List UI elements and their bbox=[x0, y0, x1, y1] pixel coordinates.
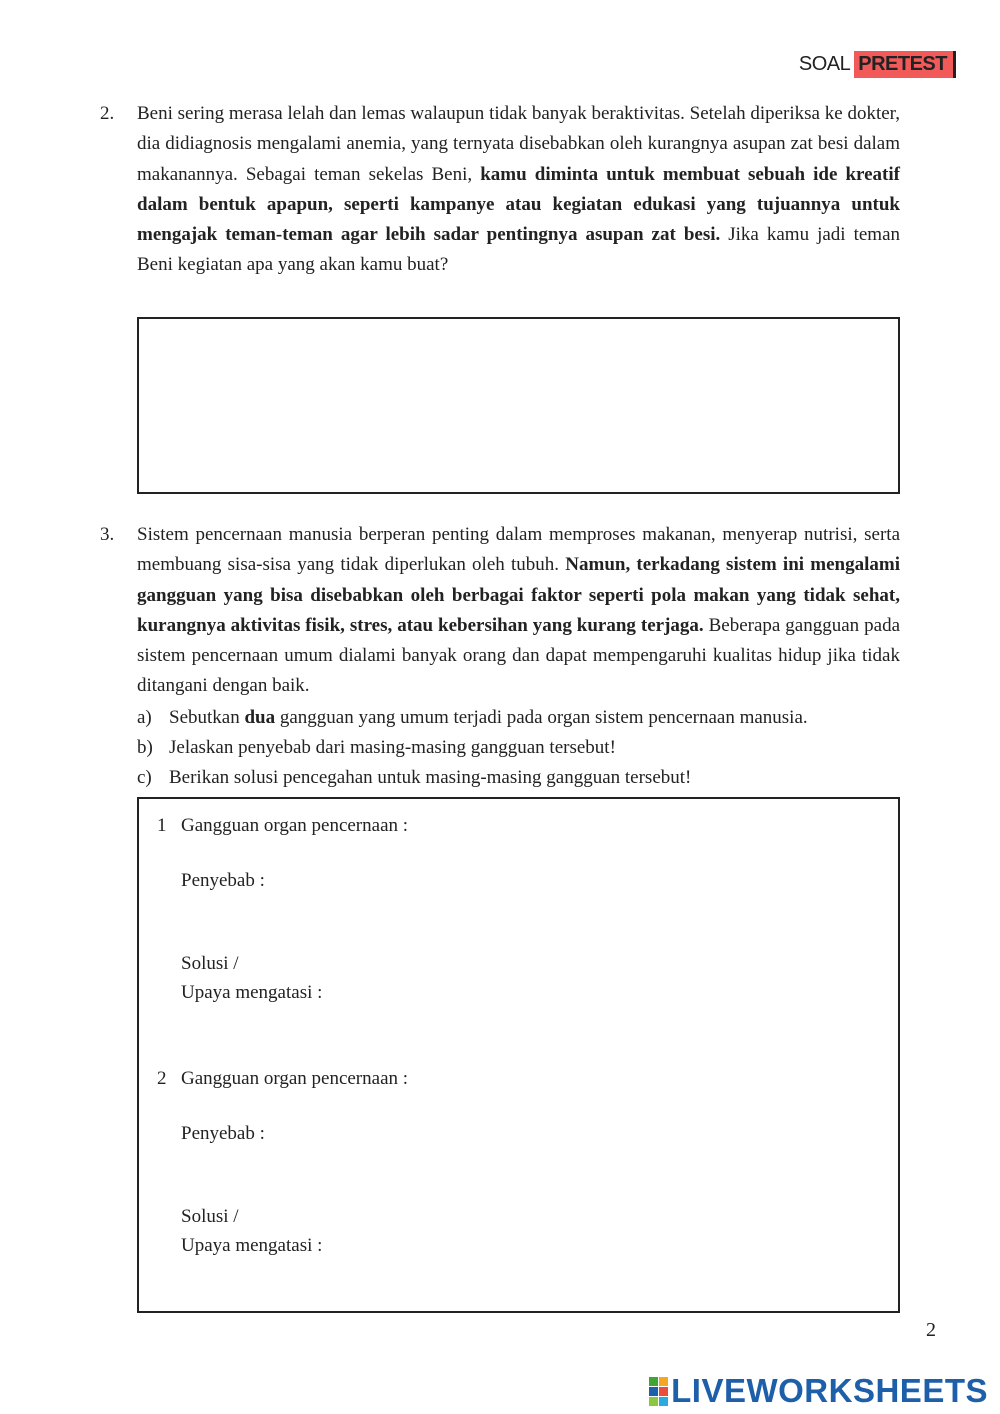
question-3-text-emphasis: Namun, terkadang sistem ini mengalami gangguan yang bisa disebabkan oleh berbagai faktor seperti pola makan yang tidak sehat, kurangnya aktivitas fisik, stres, atau kebersihan yang kurang terjaga. bbox=[137, 554, 900, 636]
entry-2-gangguan-label[interactable]: Gangguan organ pencernaan : bbox=[181, 1068, 409, 1089]
entry-1-number: 1 bbox=[157, 815, 167, 836]
liveworksheets-brand[interactable] bbox=[649, 1372, 988, 1410]
question-2-text-emphasis: kamu diminta untuk membuat sebuah ide kreatif dalam bentuk apapun, seperti kampanye atau kegiatan edukasi yang tujuannya untuk mengajak teman-teman agar lebih sadar pentingnya asupan zat besi. bbox=[137, 163, 900, 246]
header-pretest-badge: PRETEST bbox=[854, 51, 956, 78]
logo-square-6 bbox=[659, 1397, 668, 1406]
liveworksheets-wordmark: LIVEWORKSHEETS bbox=[671, 1372, 988, 1409]
question-3-sub-b bbox=[137, 733, 616, 763]
question-3-text-closing: Beberapa gangguan pada sistem pencernaan umum dialami banyak orang dan dapat mempengaruhi kualitas hidup jika tidak ditangani dengan baik. bbox=[137, 614, 901, 697]
question-3 bbox=[100, 520, 900, 702]
entry-1-upaya-label[interactable]: Upaya mengatasi : bbox=[181, 982, 323, 1003]
question-2-text-ask: Jika kamu jadi teman Beni kegiatan apa yang akan kamu buat? bbox=[137, 224, 900, 276]
entry-1-penyebab-label[interactable]: Penyebab : bbox=[181, 870, 265, 891]
sub-c-text: Berikan solusi pencegahan untuk masing-masing gangguan tersebut! bbox=[169, 767, 692, 788]
question-3-number: 3. bbox=[100, 524, 115, 545]
header-soal: SOAL bbox=[798, 52, 851, 75]
entry-2-upaya-label[interactable]: Upaya mengatasi : bbox=[181, 1235, 323, 1256]
sub-a-label: a) bbox=[137, 707, 152, 728]
liveworksheets-logo-icon bbox=[649, 1377, 668, 1406]
question-3-text-intro: Sistem pencernaan manusia berperan penting dalam memproses makanan, menyerap nutrisi, serta membuang sisa-sisa yang tidak diperlukan oleh tubuh. bbox=[137, 524, 900, 576]
sub-a-text-pre: Sebutkan bbox=[169, 707, 245, 728]
sub-b-text: Jelaskan penyebab dari masing-masing gangguan tersebut! bbox=[169, 737, 616, 758]
question-2 bbox=[100, 99, 900, 281]
question-3-sub-c bbox=[137, 763, 691, 793]
entry-2-solusi-label: Solusi / bbox=[181, 1206, 239, 1227]
question-2-text bbox=[137, 99, 900, 281]
logo-square-5 bbox=[649, 1397, 658, 1406]
entry-1-solusi-label: Solusi / bbox=[181, 953, 239, 974]
question-2-answer-box[interactable] bbox=[137, 317, 900, 494]
question-3-sub-a bbox=[137, 703, 808, 733]
question-3-text bbox=[137, 520, 900, 702]
entry-2-number: 2 bbox=[157, 1068, 167, 1089]
logo-square-2 bbox=[659, 1377, 668, 1386]
sub-a-text-bold: dua bbox=[244, 707, 276, 728]
sub-a-text-post: gangguan yang umum terjadi pada organ sistem pencernaan manusia. bbox=[275, 707, 808, 728]
entry-1-gangguan-label[interactable]: Gangguan organ pencernaan : bbox=[181, 815, 409, 836]
logo-square-3 bbox=[649, 1387, 658, 1396]
sub-b-label: b) bbox=[137, 737, 153, 758]
page-number: 2 bbox=[926, 1319, 936, 1341]
logo-square-4 bbox=[659, 1387, 668, 1396]
question-2-text-intro: Beni sering merasa lelah dan lemas walaupun tidak banyak beraktivitas. Setelah diperiksa ke dokter, dia didiagnosis mengalami anemia, yang ternyata disebabkan oleh kurangnya asupan zat besi dalam makanannya. Sebagai teman sekelas Beni, bbox=[137, 103, 900, 185]
logo-square-1 bbox=[649, 1377, 658, 1386]
page-header bbox=[799, 48, 956, 80]
question-2-number: 2. bbox=[100, 103, 115, 124]
sub-c-label: c) bbox=[137, 767, 152, 788]
entry-2-penyebab-label[interactable]: Penyebab : bbox=[181, 1123, 265, 1144]
